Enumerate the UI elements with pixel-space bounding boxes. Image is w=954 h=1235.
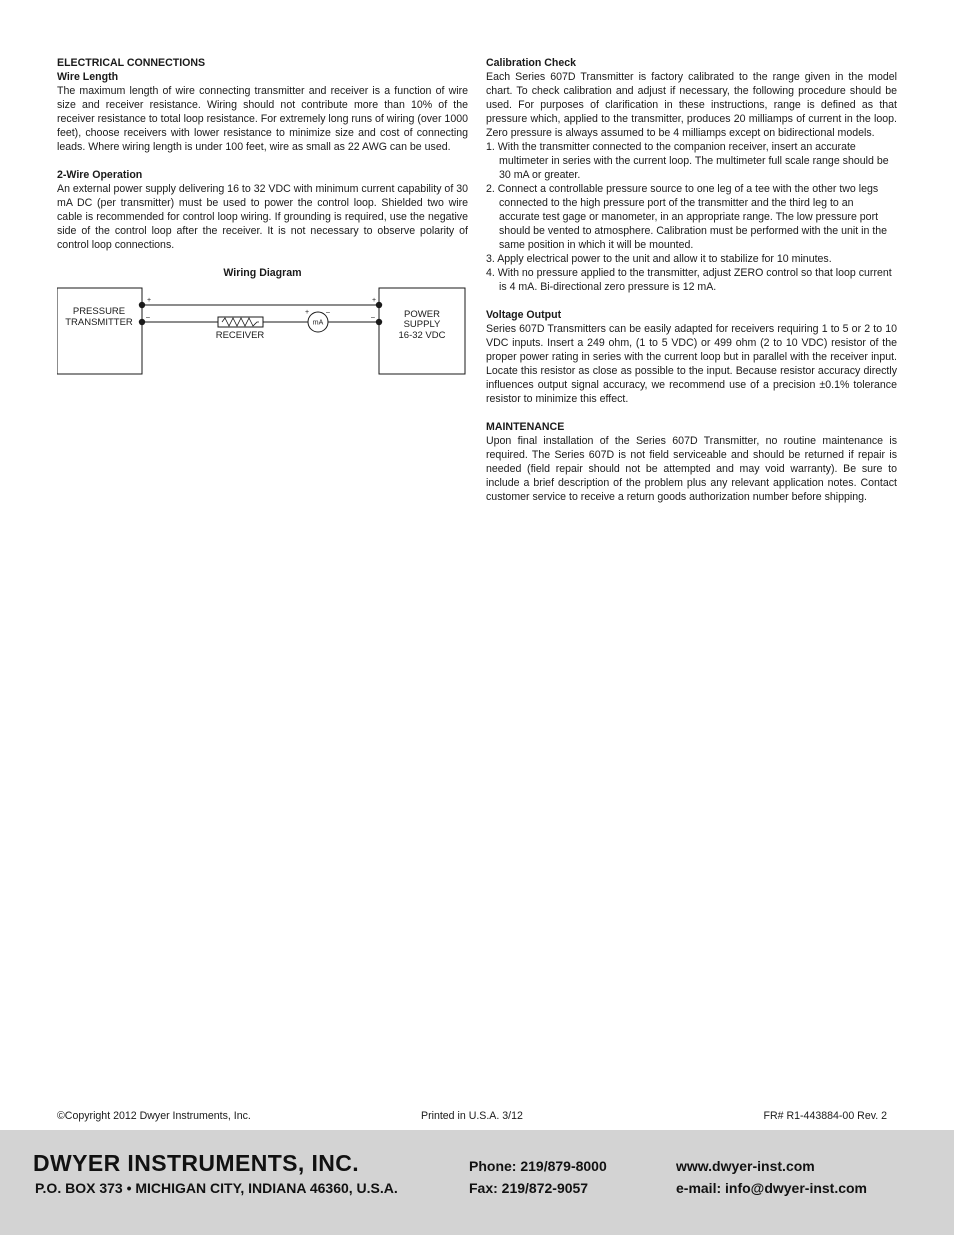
- milliamp-meter-label: mA: [312, 319, 324, 327]
- right-column: [486, 56, 897, 504]
- company-website-link[interactable]: www.dwyer-inst.com: [676, 1158, 815, 1174]
- wire-length-heading: Wire Length: [57, 71, 119, 83]
- left-column: [57, 56, 468, 384]
- calibration-steps-list: [486, 140, 897, 294]
- power-plus-sign: +: [372, 297, 377, 304]
- company-name: DWYER INSTRUMENTS, INC.: [33, 1150, 360, 1176]
- two-wire-operation-paragraph: An external power supply delivering 16 to 32 VDC with minimum current capability of 30 mA DC (per transmitter) must be used to power the control loop. Shielded two wire cable is recommended for control loop wiring. If grounding is required, use the negative side of the control loop after the receiver. It is not necessary to observe polarity of control loop connections.: [57, 183, 468, 251]
- calibration-step: 2. Connect a controllable pressure source to one leg of a tee with the other two legs connected to the high pressure port of the transmitter and the third leg to an accurate test gage or manometer, in an appropriate range. The low pressure port should be vented to atmosphere. Calibration must be performed with the unit in the same position in which it will be mounted.: [486, 183, 888, 251]
- electrical-connections-heading: ELECTRICAL CONNECTIONS: [57, 57, 206, 69]
- company-footer: [0, 1130, 954, 1235]
- maintenance-paragraph: Upon final installation of the Series 607D Transmitter, no routine maintenance is required. The Series 607D is not field serviceable and should be returned if repair is needed (field repair should not be attempted and may void warranty). Be sure to include a brief description of the problem plus any relevant application notes. Contact customer service to receive a return goods authorization number before shipping.: [486, 435, 897, 503]
- calibration-step: 4. With no pressure applied to the transmitter, adjust ZERO control so that loop current is 4 mA. Bi-directional zero pressure is 12 mA.: [486, 267, 892, 293]
- calibration-step: 3. Apply electrical power to the unit and allow it to stabilize for 10 minutes.: [486, 253, 832, 265]
- transmitter-plus-sign: +: [147, 297, 152, 304]
- power-label-line1: POWER: [404, 309, 440, 320]
- calibration-check-heading: Calibration Check: [486, 57, 577, 69]
- calibration-check-paragraph: Each Series 607D Transmitter is factory calibrated to the range given in the model chart. To check calibration and adjust if necessary, the following procedure should be used. For purposes of clarification in these instructions, range is defined as that pressure which, applied to the transmitter, produces 20 milliamps of current in the loop. Zero pressure is always assumed to be 4 milliamps except on bidirectional models.: [486, 71, 897, 139]
- receiver-label: RECEIVER: [215, 330, 265, 341]
- meter-minus-sign: –: [326, 309, 330, 316]
- printed-date: Printed in U.S.A. 3/12: [421, 1110, 523, 1122]
- company-address: P.O. BOX 373 • MICHIGAN CITY, INDIANA 46360, U.S.A.: [35, 1180, 398, 1196]
- power-label-line2: SUPPLY: [403, 319, 441, 330]
- form-number: FR# R1-443884-00 Rev. 2: [763, 1110, 887, 1122]
- transmitter-label-line2: TRANSMITTER: [65, 317, 133, 328]
- maintenance-heading: MAINTENANCE: [486, 421, 565, 433]
- wiring-diagram: [57, 284, 468, 384]
- power-plus-terminal: [376, 302, 382, 308]
- calibration-step: 1. With the transmitter connected to the companion receiver, insert an accurate multimeter in series with the current loop. The multimeter full scale range should be 30 mA or greater.: [486, 141, 889, 181]
- company-phone: Phone: 219/879-8000: [469, 1158, 607, 1174]
- power-label-line3: 16-32 VDC: [398, 330, 446, 341]
- copyright-notice: ©Copyright 2012 Dwyer Instruments, Inc.: [57, 1110, 251, 1122]
- meter-plus-sign: +: [305, 309, 310, 316]
- voltage-output-paragraph: Series 607D Transmitters can be easily adapted for receivers requiring 1 to 5 or 2 to 10 VDC inputs. Insert a 249 ohm, (1 to 5 VDC) or 499 ohm (2 to 10 VDC) resistor of the proper power rating in series with the current loop but in parallel with the receiver input. Locate this resistor as close as possible to the input. Because resistor accuracy directly influences output signal accuracy, we recommend use of a precision ±0.1% tolerance resistor to minimize this effect.: [486, 323, 897, 405]
- company-email-link[interactable]: e-mail: info@dwyer-inst.com: [676, 1180, 868, 1196]
- transmitter-box: [57, 288, 142, 374]
- power-minus-terminal: [376, 319, 382, 325]
- transmitter-label-line1: PRESSURE: [72, 306, 126, 317]
- transmitter-plus-terminal: [139, 302, 145, 308]
- transmitter-minus-sign: –: [146, 314, 150, 321]
- transmitter-minus-terminal: [139, 319, 145, 325]
- voltage-output-heading: Voltage Output: [486, 309, 562, 321]
- power-minus-sign: –: [371, 314, 375, 321]
- two-wire-operation-heading: 2-Wire Operation: [57, 169, 143, 181]
- wire-length-paragraph: The maximum length of wire connecting transmitter and receiver is a function of wire size and receiver resistance. Wiring should not contribute more than 10% of the receiver resistance to total loop resistance. For extremely long runs of wiring (over 1000 feet), choose receivers with lower resistance to minimize size and cost of connecting leads. Where wiring length is under 100 feet, wire as small as 22 AWG can be used.: [57, 85, 468, 153]
- wiring-diagram-title: Wiring Diagram: [223, 267, 302, 279]
- company-fax: Fax: 219/872-9057: [469, 1180, 589, 1196]
